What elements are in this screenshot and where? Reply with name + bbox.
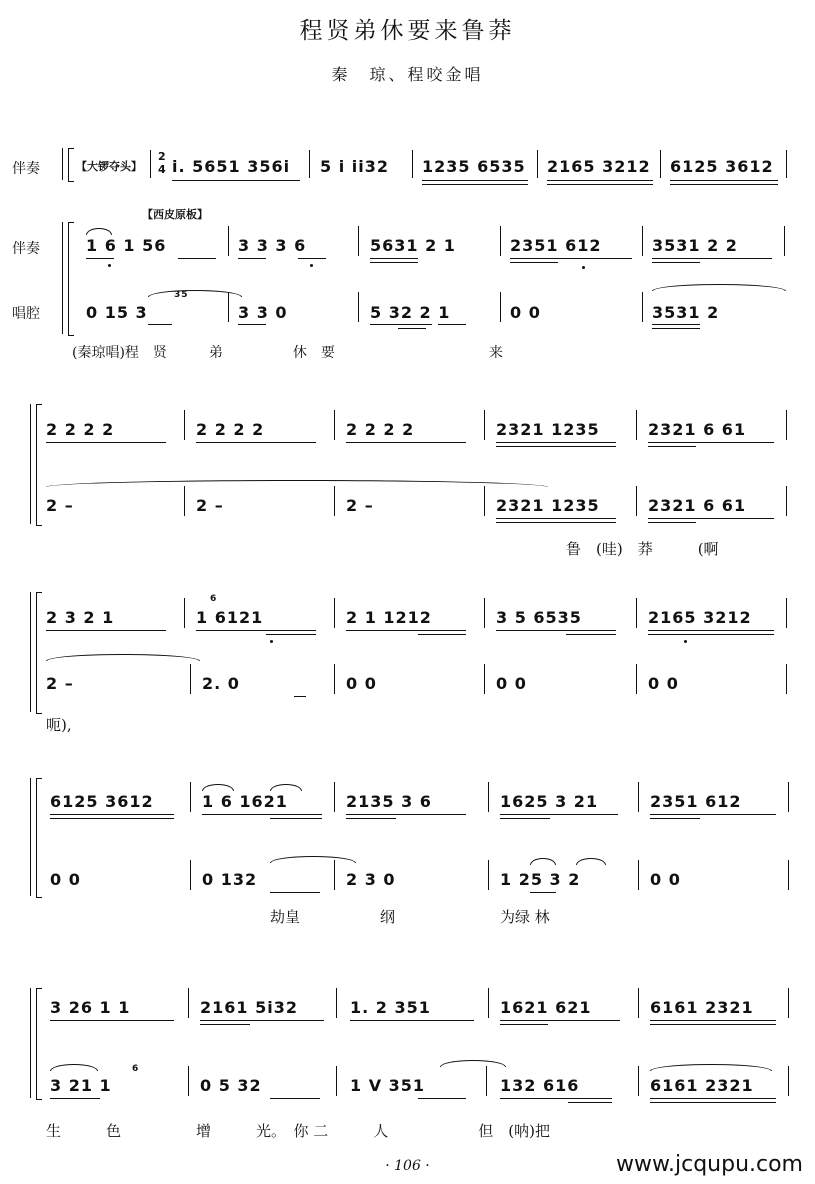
measure: 0 0 (510, 303, 541, 322)
slur (50, 1064, 98, 1071)
page-number: · 106 · (385, 1158, 430, 1174)
measure: 2161 5i32 (200, 998, 298, 1017)
underline (438, 324, 466, 325)
measure: 2 2 2 2 (196, 420, 265, 439)
underline (50, 818, 174, 819)
grace-note: 6 (210, 594, 218, 604)
slur (270, 784, 302, 791)
underline (648, 518, 774, 519)
measure: 2351 612 (650, 792, 742, 811)
system-bracket (36, 988, 42, 1100)
lyrics: 呃), (46, 716, 72, 734)
underline (500, 1024, 548, 1025)
tie (46, 480, 548, 487)
measure: 1625 3 21 (500, 792, 599, 811)
barline (784, 226, 785, 256)
slur (530, 858, 556, 865)
underline (178, 258, 216, 259)
barline (184, 486, 185, 516)
barline (334, 598, 335, 628)
barline (336, 1066, 337, 1096)
barline (488, 988, 489, 1018)
underline (200, 1020, 324, 1021)
octave-dot (684, 640, 687, 643)
part-label-vocal: 唱腔 (12, 306, 40, 322)
barline (486, 1066, 487, 1096)
measure: 2 – (196, 496, 224, 515)
underline (398, 328, 426, 329)
barline (228, 226, 229, 256)
underline (350, 1020, 474, 1021)
underline (238, 258, 266, 259)
barline (334, 410, 335, 440)
part-label-accompaniment: 伴奏 (12, 241, 40, 257)
measure: 1 25 3 2 (500, 870, 581, 889)
barline (636, 410, 637, 440)
measure: 2 1 1212 (346, 608, 432, 627)
slur (148, 290, 242, 297)
underline (500, 1098, 612, 1099)
measure: 132 616 (500, 1076, 580, 1095)
system-bracket (62, 148, 63, 180)
system-bracket (30, 592, 31, 712)
underline (86, 258, 114, 259)
barline (636, 598, 637, 628)
measure: 6161 2321 (650, 998, 754, 1017)
underline (670, 184, 778, 185)
barline (184, 598, 185, 628)
watermark: www.jcqupu.com (616, 1152, 803, 1177)
underline (496, 446, 616, 447)
measure: 0 0 (650, 870, 681, 889)
barline (788, 860, 789, 890)
barline (638, 860, 639, 890)
measure: 3531 2 (652, 303, 720, 322)
barline (488, 860, 489, 890)
underline (370, 324, 432, 325)
measure: 2321 6 61 (648, 496, 747, 515)
tie (270, 856, 356, 863)
barline (334, 782, 335, 812)
measure: 0 0 (50, 870, 81, 889)
lyrics: 鲁 (哇) 莽 (啊 (566, 540, 719, 558)
barline (786, 598, 787, 628)
underline (370, 258, 418, 259)
underline (510, 258, 632, 259)
barline (786, 486, 787, 516)
underline (648, 446, 696, 447)
measure: 2321 1235 (496, 420, 600, 439)
tie (440, 1060, 506, 1067)
barline (638, 988, 639, 1018)
measure: 2. 0 (202, 674, 240, 693)
system-bracket (62, 222, 63, 334)
octave-dot (582, 266, 585, 269)
measure: 2351 612 (510, 236, 602, 255)
barline (642, 292, 643, 322)
measure: 1 6121 (196, 608, 264, 627)
underline (496, 442, 616, 443)
tie (46, 654, 200, 661)
barline (358, 226, 359, 256)
underline (270, 892, 320, 893)
measure: 5 32 2 1 (370, 303, 451, 322)
barline (412, 150, 413, 178)
barline (334, 664, 335, 694)
measure: 1 6 1 56 (86, 236, 167, 255)
underline (650, 818, 700, 819)
barline (642, 226, 643, 256)
system-bracket (36, 778, 42, 898)
barline (788, 988, 789, 1018)
measure: 2 – (46, 496, 74, 515)
barline (786, 410, 787, 440)
measure: 6161 2321 (650, 1076, 754, 1095)
underline (652, 258, 772, 259)
underline (270, 1098, 320, 1099)
measure: 6125 3612 (50, 792, 154, 811)
barline (638, 1066, 639, 1096)
time-signature-bottom: 4 (158, 163, 167, 176)
underline (266, 634, 316, 635)
measure: 2135 3 6 (346, 792, 432, 811)
underline (238, 324, 266, 325)
underline (496, 522, 616, 523)
underline (648, 634, 774, 635)
measure: 3 5 6535 (496, 608, 582, 627)
slur (202, 784, 234, 791)
underline (196, 630, 316, 631)
underline (202, 814, 322, 815)
underline (196, 442, 316, 443)
barline (188, 988, 189, 1018)
underline (50, 1020, 174, 1021)
octave-dot (270, 640, 273, 643)
underline (650, 1020, 776, 1021)
barline (188, 1066, 189, 1096)
octave-dot (108, 264, 111, 267)
lyrics: (秦琼唱)程 贤 弟 休 要 来 (72, 345, 503, 361)
underline (200, 1024, 250, 1025)
measure: 2 3 2 1 (46, 608, 115, 627)
underline (568, 1102, 612, 1103)
underline (50, 1098, 100, 1099)
barline (190, 782, 191, 812)
system-bracket (68, 148, 74, 182)
tie (652, 284, 786, 291)
barline (334, 486, 335, 516)
barline (334, 860, 335, 890)
underline (648, 522, 696, 523)
underline (650, 1024, 776, 1025)
underline (46, 442, 166, 443)
underline (530, 892, 556, 893)
measure: 2 2 2 2 (346, 420, 415, 439)
system-bracket (68, 222, 74, 336)
slur (86, 228, 112, 235)
underline (510, 262, 558, 263)
underline (418, 1098, 466, 1099)
system-bracket (30, 404, 31, 524)
grace-note: 35 (174, 290, 189, 300)
barline (184, 410, 185, 440)
underline (346, 442, 466, 443)
underline (294, 696, 306, 697)
section-marker: 【西皮原板】 (142, 208, 208, 221)
measure: 3 3 3 6 (238, 236, 307, 255)
underline (370, 262, 418, 263)
underline (500, 814, 618, 815)
measure: 3 3 0 (238, 303, 288, 322)
slur (650, 1064, 772, 1071)
underline (648, 442, 774, 443)
barline (150, 150, 151, 178)
underline (496, 518, 616, 519)
barline (190, 860, 191, 890)
page-title: 程贤弟休要来鲁莽 (299, 18, 516, 44)
section-marker: 【大锣夺头】 (76, 160, 142, 173)
measure: 1621 621 (500, 998, 592, 1017)
slur (576, 858, 606, 865)
underline (650, 1098, 776, 1099)
underline (50, 814, 174, 815)
measure: 2165 3212 (648, 608, 752, 627)
time-signature-top: 2 (158, 150, 167, 163)
underline (496, 630, 616, 631)
barline (788, 782, 789, 812)
underline (422, 184, 528, 185)
measure: 2321 6 61 (648, 420, 747, 439)
measure: 1 V 351 (350, 1076, 426, 1095)
measure: 0 0 (496, 674, 527, 693)
measure: 0 5 32 (200, 1076, 262, 1095)
underline (148, 324, 172, 325)
measure: 3 21 1 (50, 1076, 112, 1095)
octave-dot (310, 264, 313, 267)
underline (172, 180, 300, 181)
barline (638, 782, 639, 812)
page-subtitle: 秦 琼、程咬金唱 (331, 65, 484, 84)
barline (786, 664, 787, 694)
underline (566, 634, 616, 635)
measure: 2 2 2 2 (46, 420, 115, 439)
measure: 5631 2 1 (370, 236, 456, 255)
measure: 0 132 (202, 870, 258, 889)
measure: 1235 6535 (422, 157, 526, 176)
measure: 5 i ii32 (320, 157, 389, 176)
barline (484, 598, 485, 628)
barline (788, 1066, 789, 1096)
underline (298, 258, 326, 259)
measure: 6125 3612 (670, 157, 774, 176)
lyrics: 劫皇 (270, 908, 301, 926)
lyrics: 生 色 增 光。 你 二 人 但 (呐)把 (46, 1122, 550, 1140)
measure: 0 0 (346, 674, 377, 693)
barline (484, 410, 485, 440)
barline (488, 782, 489, 812)
measure: 2 3 0 (346, 870, 396, 889)
underline (547, 184, 653, 185)
underline (422, 180, 528, 181)
measure: 0 0 (648, 674, 679, 693)
underline (500, 1020, 620, 1021)
underline (46, 630, 166, 631)
barline (636, 486, 637, 516)
barline (336, 988, 337, 1018)
underline (648, 630, 774, 631)
underline (650, 814, 776, 815)
barline (500, 226, 501, 256)
measure: 3 26 1 1 (50, 998, 131, 1017)
underline (418, 634, 466, 635)
barline (484, 664, 485, 694)
barline (190, 664, 191, 694)
measure: 2 – (46, 674, 74, 693)
underline (547, 180, 653, 181)
barline (358, 292, 359, 322)
measure: 2 – (346, 496, 374, 515)
measure: 0 15 3 (86, 303, 148, 322)
barline (309, 150, 310, 178)
barline (537, 150, 538, 178)
underline (652, 262, 700, 263)
measure: 1 6 1621 (202, 792, 288, 811)
grace-note: 6 (132, 1064, 140, 1074)
lyrics: 纲 (380, 908, 396, 926)
barline (786, 150, 787, 178)
barline (500, 292, 501, 322)
underline (270, 818, 322, 819)
barline (636, 664, 637, 694)
measure: i. 5651 356i (172, 157, 291, 176)
measure: 1. 2 351 (350, 998, 431, 1017)
underline (670, 180, 778, 181)
measure: 3531 2 2 (652, 236, 738, 255)
underline (346, 630, 466, 631)
underline (652, 324, 700, 325)
barline (660, 150, 661, 178)
barline (484, 486, 485, 516)
underline (346, 818, 396, 819)
system-bracket (30, 778, 31, 896)
system-bracket (30, 988, 31, 1098)
underline (346, 814, 466, 815)
measure: 2321 1235 (496, 496, 600, 515)
lyrics: 为绿 林 (500, 908, 550, 926)
underline (652, 328, 700, 329)
system-bracket (36, 404, 42, 526)
measure: 2165 3212 (547, 157, 651, 176)
underline (500, 818, 550, 819)
system-bracket (36, 592, 42, 714)
underline (650, 1102, 776, 1103)
part-label-accompaniment: 伴奏 (12, 161, 40, 177)
